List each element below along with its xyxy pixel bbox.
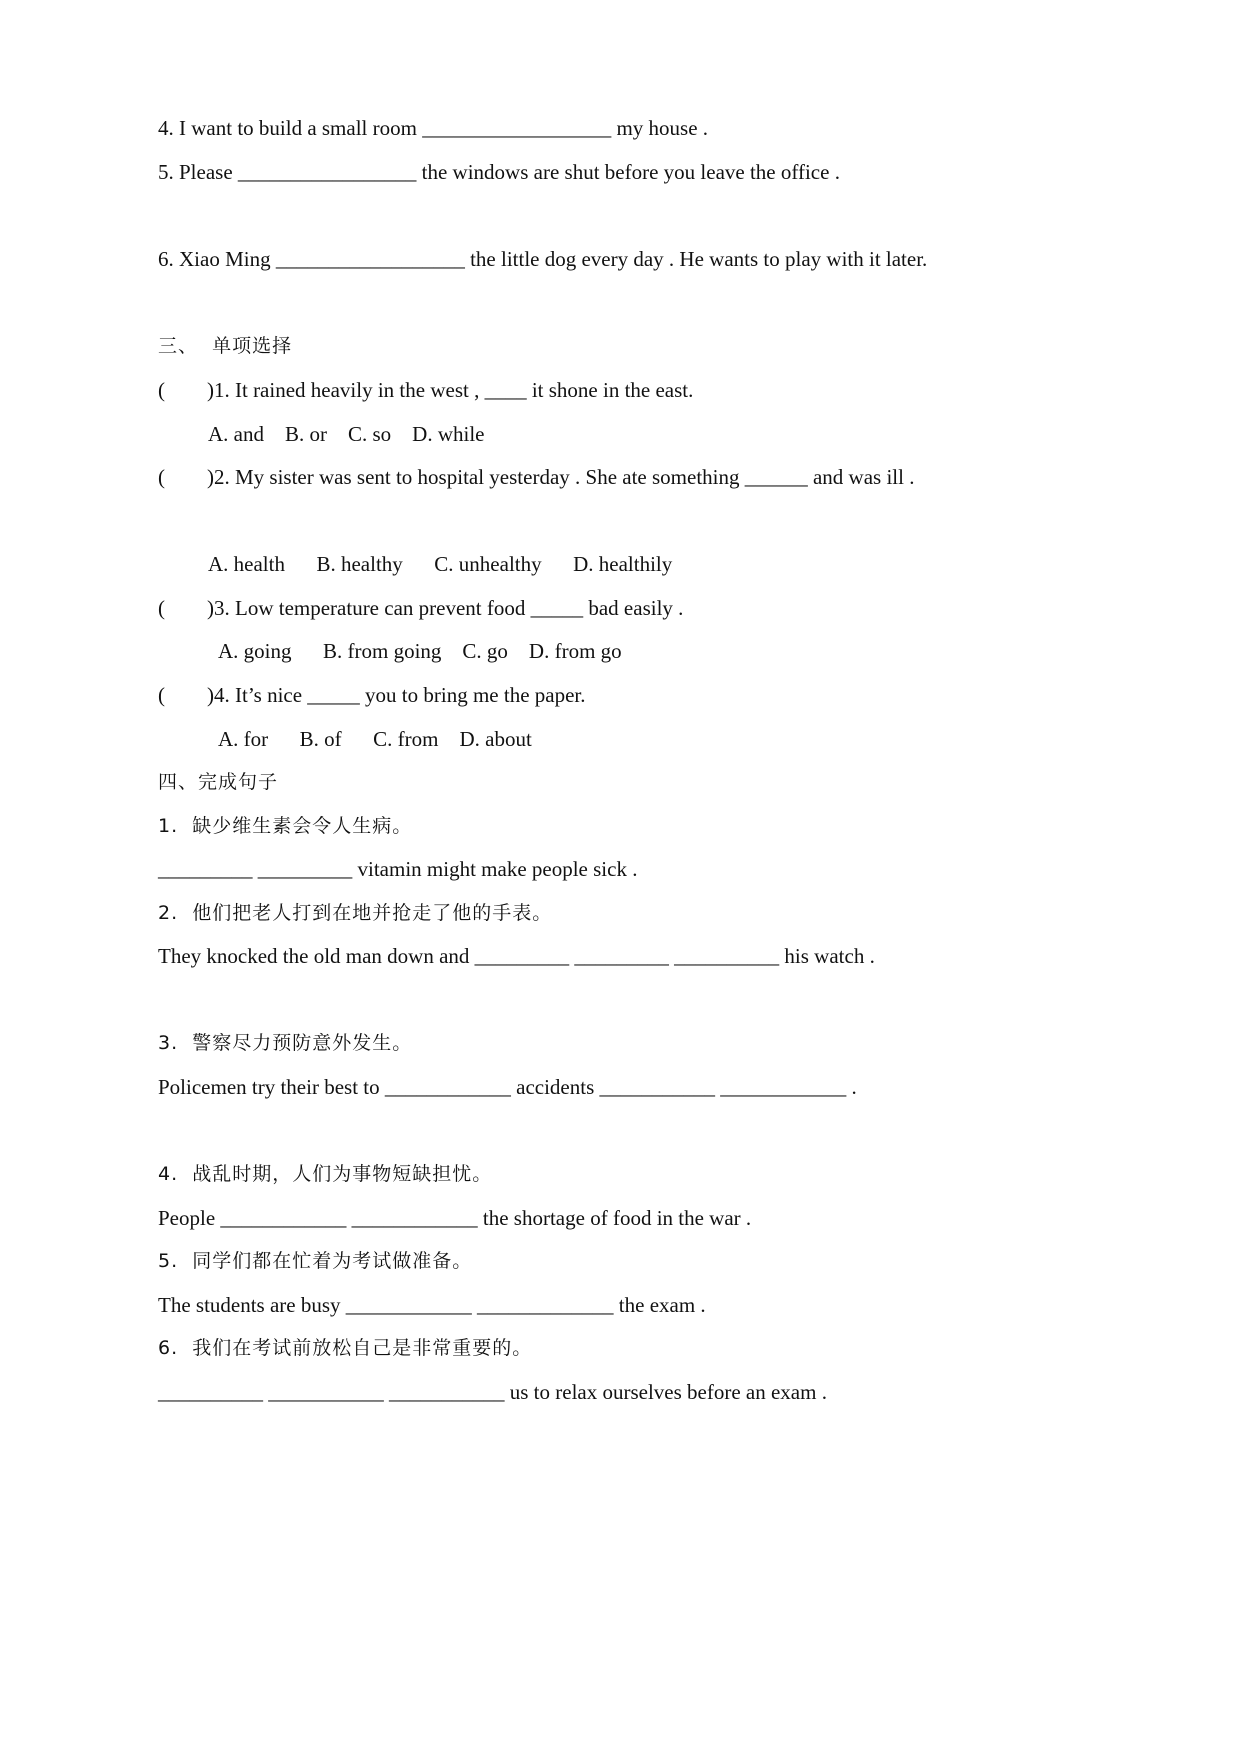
sentence-prompt-1: 1. 缺少维生素会令人生病。 (158, 815, 413, 837)
mc-options-4: A. for B. of C. from D. about (218, 727, 532, 751)
sentence-answer-4: People ____________ ____________ the shortage of food in the war . (158, 1206, 752, 1230)
fill-in-item-5: 5. Please _________________ the windows are shut before you leave the office . (158, 160, 840, 184)
section-title-complete-sentences: 四、完成句子 (158, 771, 279, 793)
sentence-prompt-3: 3. 警察尽力预防意外发生。 (158, 1032, 413, 1054)
sentence-answer-1: _________ _________ vitamin might make people sick . (158, 857, 638, 881)
sentence-answer-6: __________ ___________ ___________ us to relax ourselves before an exam . (158, 1380, 827, 1404)
sentence-prompt-5: 5. 同学们都在忙着为考试做准备。 (158, 1250, 473, 1272)
fill-in-item-6: 6. Xiao Ming __________________ the little dog every day . He wants to play with it later. (158, 247, 928, 271)
sentence-prompt-6: 6. 我们在考试前放松自己是非常重要的。 (158, 1337, 533, 1359)
mc-options-3: A. going B. from going C. go D. from go (218, 639, 622, 663)
mc-question-3: ( )3. Low temperature can prevent food _____ bad easily . (158, 596, 684, 620)
mc-question-4: ( )4. It’s nice _____ you to bring me the paper. (158, 683, 586, 707)
mc-options-2: A. health B. healthy C. unhealthy D. healthily (208, 552, 673, 576)
mc-question-2: ( )2. My sister was sent to hospital yesterday . She ate something ______ and was ill . (158, 465, 915, 489)
mc-options-1: A. and B. or C. so D. while (208, 422, 485, 446)
sentence-prompt-2: 2. 他们把老人打到在地并抢走了他的手表。 (158, 902, 553, 924)
sentence-answer-3: Policemen try their best to ____________ accidents ___________ ____________ . (158, 1075, 857, 1099)
fill-in-item-4: 4. I want to build a small room __________________ my house . (158, 116, 709, 140)
sentence-prompt-4: 4. 战乱时期，人们为事物短缺担忧。 (158, 1163, 493, 1185)
sentence-answer-2: They knocked the old man down and _________ _________ __________ his watch . (158, 944, 875, 968)
mc-question-1: ( )1. It rained heavily in the west , ____ it shone in the east. (158, 378, 694, 402)
sentence-answer-5: The students are busy ____________ _____________ the exam . (158, 1293, 706, 1317)
section-title-multiple-choice: 三、 单项选择 (158, 335, 293, 357)
